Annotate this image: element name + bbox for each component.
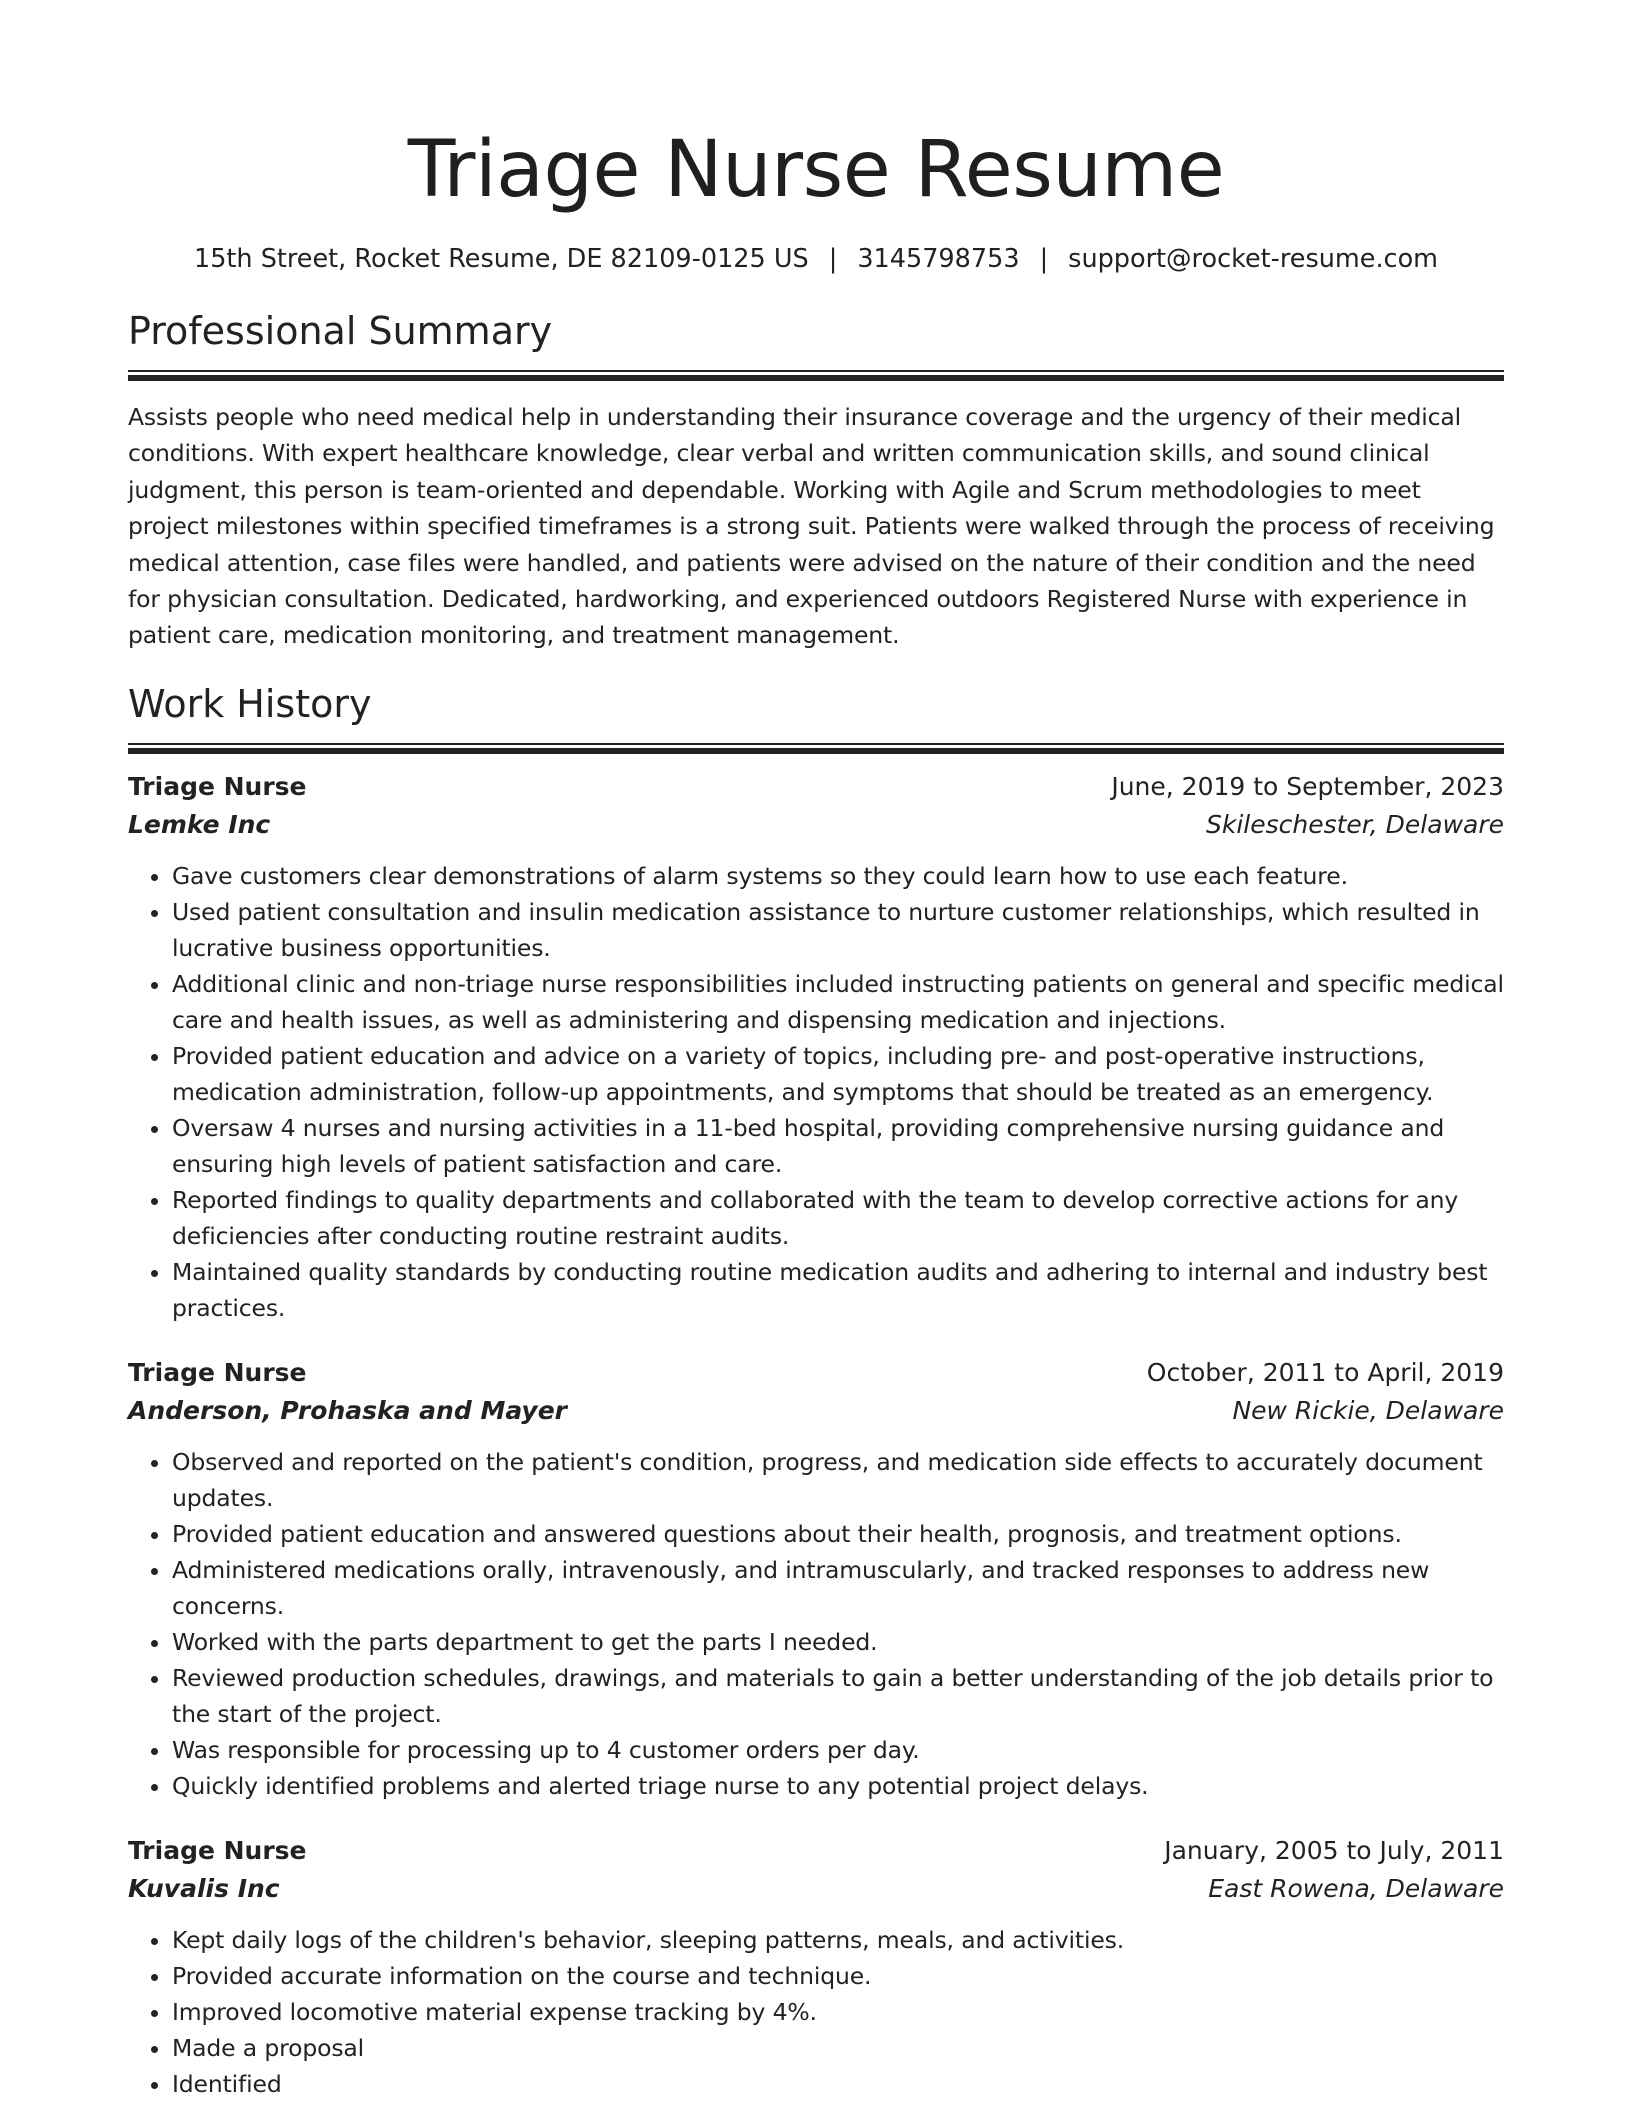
job-header-row bbox=[128, 768, 1504, 806]
section-divider bbox=[128, 743, 1504, 754]
job-bullet: • Identified bbox=[172, 2066, 1504, 2102]
resume-title: Triage Nurse Resume bbox=[407, 125, 1225, 215]
job-bullet: • Provided patient education and answered questions about their health, prognosis, and treatment options. bbox=[172, 1516, 1504, 1552]
job-entry bbox=[128, 1354, 1504, 1804]
work-history-heading: Work History bbox=[128, 681, 372, 726]
job-title: Triage Nurse bbox=[128, 771, 307, 801]
job-entry bbox=[128, 768, 1504, 1326]
job-bullets bbox=[128, 858, 1504, 1326]
section-divider bbox=[128, 370, 1504, 381]
job-bullet: • Provided accurate information on the course and technique. bbox=[172, 1958, 1504, 1994]
job-dates: June, 2019 to September, 2023 bbox=[1111, 771, 1504, 801]
job-header-row bbox=[128, 1832, 1504, 1870]
job-bullet: • Used patient consultation and insulin medication assistance to nurture customer relationships, which resulted in lucrative business opportunities. bbox=[172, 894, 1504, 966]
job-company: Anderson, Prohaska and Mayer bbox=[128, 1395, 568, 1425]
job-subheader-row bbox=[128, 806, 1504, 844]
job-dates: January, 2005 to July, 2011 bbox=[1164, 1835, 1504, 1865]
job-location: New Rickie, Delaware bbox=[1232, 1395, 1504, 1425]
job-entry bbox=[128, 1832, 1504, 2102]
summary-heading: Professional Summary bbox=[128, 309, 553, 353]
job-bullet: • Improved locomotive material expense tracking by 4%. bbox=[172, 1994, 1504, 2030]
job-bullet: • Provided patient education and advice on a variety of topics, including pre- and post-operative instructions, medication administration, follow-up appointments, and symptoms that should be treated as an emergency. bbox=[172, 1038, 1504, 1110]
contact-address: 15th Street, Rocket Resume, DE 82109-0125 US bbox=[193, 244, 809, 274]
job-bullets bbox=[128, 1922, 1504, 2102]
job-bullet: • Reviewed production schedules, drawings, and materials to gain a better understanding of the job details prior to the start of the project. bbox=[172, 1660, 1504, 1732]
job-subheader-row bbox=[128, 1392, 1504, 1430]
summary-section bbox=[128, 306, 1504, 654]
job-bullet: • Administered medications orally, intravenously, and intramuscularly, and tracked responses to address new concerns. bbox=[172, 1552, 1504, 1624]
job-subheader-row bbox=[128, 1870, 1504, 1908]
job-company: Lemke Inc bbox=[128, 809, 271, 839]
job-title: Triage Nurse bbox=[128, 1357, 307, 1387]
job-bullets bbox=[128, 1444, 1504, 1804]
resume-page bbox=[128, 0, 1504, 2102]
contact-phone: 3145798753 bbox=[857, 244, 1020, 274]
contact-separator: | bbox=[1039, 244, 1049, 274]
job-dates: October, 2011 to April, 2019 bbox=[1146, 1357, 1504, 1387]
job-title: Triage Nurse bbox=[128, 1835, 307, 1865]
work-history-section bbox=[128, 679, 1504, 2102]
job-bullet: • Made a proposal bbox=[172, 2030, 1504, 2066]
contact-email: support@rocket-resume.com bbox=[1068, 244, 1439, 274]
job-location: Skileschester, Delaware bbox=[1205, 809, 1504, 839]
job-header-row bbox=[128, 1354, 1504, 1392]
contact-line bbox=[128, 242, 1504, 276]
job-bullet: • Maintained quality standards by conducting routine medication audits and adhering to internal and industry best practices. bbox=[172, 1254, 1504, 1326]
summary-text: Assists people who need medical help in understanding their insurance coverage and the urgency of their medical conditions. With expert healthcare knowledge, clear verbal and written communication skills, and sound clinical judgment, this person is team-oriented and dependable. Working with Agile and Scrum methodologies to meet project milestones within specified timeframes is a strong suit. Patients were walked through the process of receiving medical attention, case files were handled, and patients were advised on the nature of their condition and the need for physician consultation. Dedicated, hardworking, and experienced outdoors Registered Nurse with experience in patient care, medication monitoring, and treatment management. bbox=[128, 403, 1495, 650]
job-bullet: • Worked with the parts department to get the parts I needed. bbox=[172, 1624, 1504, 1660]
job-bullet: • Kept daily logs of the children's behavior, sleeping patterns, meals, and activities. bbox=[172, 1922, 1504, 1958]
job-bullet: • Was responsible for processing up to 4 customer orders per day. bbox=[172, 1732, 1504, 1768]
job-company: Kuvalis Inc bbox=[128, 1873, 280, 1903]
job-bullet: • Oversaw 4 nurses and nursing activities in a 11-bed hospital, providing comprehensive nursing guidance and ensuring high levels of patient satisfaction and care. bbox=[172, 1110, 1504, 1182]
job-location: East Rowena, Delaware bbox=[1208, 1873, 1504, 1903]
job-bullet: • Observed and reported on the patient's condition, progress, and medication side effects to accurately document updates. bbox=[172, 1444, 1504, 1516]
job-bullet: • Reported findings to quality departments and collaborated with the team to develop corrective actions for any deficiencies after conducting routine restraint audits. bbox=[172, 1182, 1504, 1254]
job-bullet: • Quickly identified problems and alerted triage nurse to any potential project delays. bbox=[172, 1768, 1504, 1804]
job-bullet: • Additional clinic and non-triage nurse responsibilities included instructing patients on general and specific medical care and health issues, as well as administering and dispensing medication and injections. bbox=[172, 966, 1504, 1038]
job-bullet: • Gave customers clear demonstrations of alarm systems so they could learn how to use each feature. bbox=[172, 858, 1504, 894]
contact-separator: | bbox=[828, 244, 838, 274]
